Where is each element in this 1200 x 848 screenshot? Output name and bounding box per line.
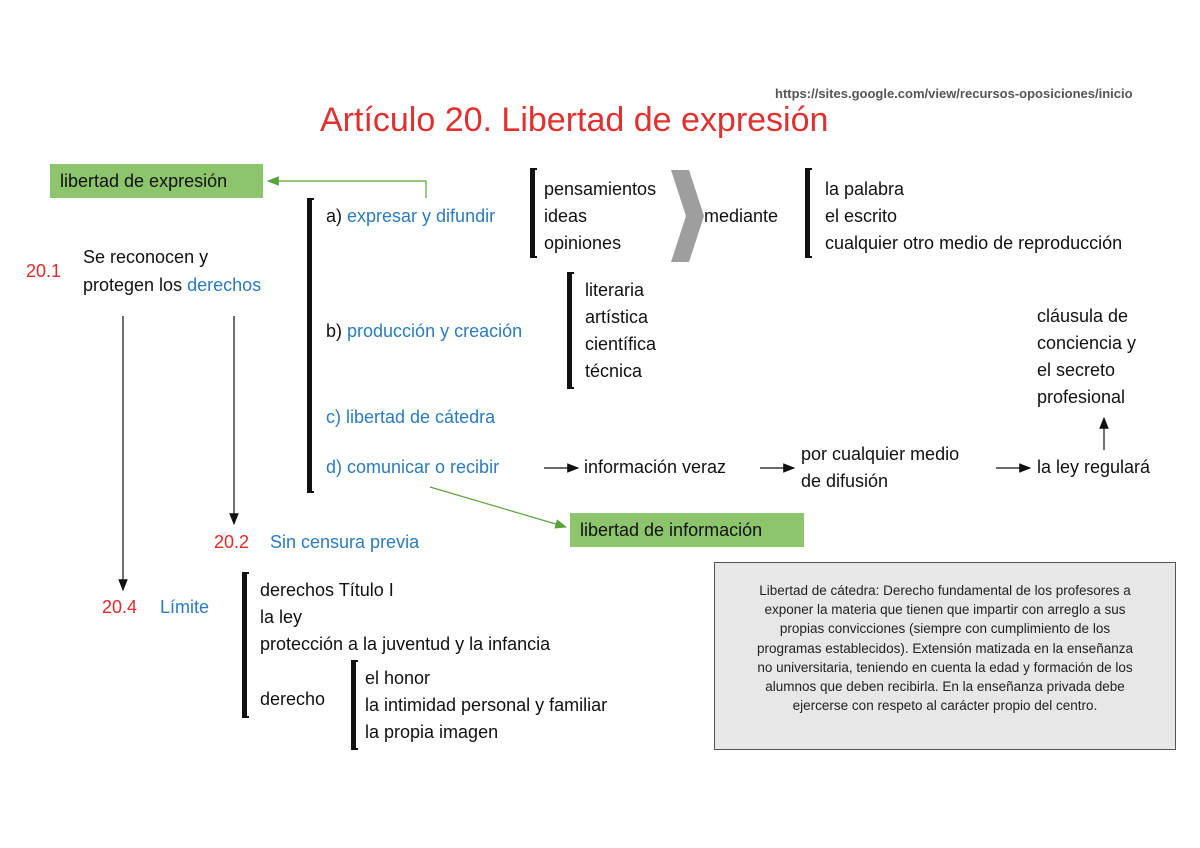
note-line: no universitaria, teniendo en cuenta la edad y formación de los — [757, 659, 1133, 675]
informacion-veraz: información veraz — [584, 457, 727, 477]
arrow-to-libertad-informacion — [430, 487, 566, 527]
section-20-4-number: 20.4 — [102, 597, 138, 617]
item-c: c) libertad de cátedra — [326, 407, 496, 427]
tipo-item: técnica — [585, 361, 643, 381]
limite-item: la ley — [260, 607, 303, 627]
limite-item: derechos Título I — [260, 580, 394, 600]
section-20-1-line1: Se reconocen y — [83, 247, 209, 267]
section-20-1-number: 20.1 — [26, 261, 62, 281]
note-line: propias convicciones (siempre con cumplimiento de los — [779, 621, 1111, 637]
section-20-2-number: 20.2 — [214, 532, 250, 552]
bracket-tipos — [567, 272, 574, 389]
medio-item: la palabra — [825, 179, 905, 199]
note-line: exponer la materia que tienen que impartir con arreglo a sus — [764, 602, 1126, 618]
item-a-prefix: a) — [326, 206, 348, 226]
item-b-label: producción y creación — [347, 321, 523, 341]
section-20-1-text: protegen los — [83, 275, 188, 295]
section-20-4-label: Límite — [160, 597, 210, 617]
clausula-line: el secreto — [1037, 360, 1116, 380]
derecho-label: derecho — [260, 689, 326, 709]
medio-difusion-line1: por cualquier medio — [801, 444, 960, 464]
box-libertad-informacion: libertad de información — [570, 513, 804, 547]
clausula-line: profesional — [1037, 387, 1126, 407]
derecho-item: el honor — [365, 668, 431, 688]
bracket-limites — [242, 572, 249, 718]
note-line: programas establecidos). Extensión matizada en la enseñanza — [757, 640, 1133, 656]
box-libertad-expresion: libertad de expresión — [50, 164, 263, 198]
object-item: ideas — [544, 206, 588, 226]
nota-libertad-catedra — [714, 562, 1176, 750]
derecho-item: la propia imagen — [365, 722, 499, 742]
bracket-derechos — [307, 198, 314, 493]
section-20-1-keyword: derechos — [187, 275, 262, 295]
tipo-item: artística — [585, 307, 649, 327]
item-d: d) comunicar o recibir — [326, 457, 500, 477]
source-url: https://sites.google.com/view/recursos-oposiciones/inicio — [775, 86, 1133, 101]
section-20-1-line2 — [83, 272, 261, 299]
clausula-line: cláusula de — [1037, 306, 1129, 326]
limite-item: protección a la juventud y la infancia — [260, 634, 551, 654]
bracket-derecho — [351, 660, 358, 750]
object-item: opiniones — [544, 233, 622, 253]
item-a — [326, 203, 495, 230]
tipo-item: literaria — [585, 280, 645, 300]
section-20-2-label: Sin censura previa — [270, 532, 420, 552]
ley-regulara: la ley regulará — [1037, 457, 1151, 477]
tipo-item: científica — [585, 334, 657, 354]
medio-item: el escrito — [825, 206, 898, 226]
chevron-right-icon — [671, 170, 704, 262]
medio-difusion-line2: de difusión — [801, 471, 889, 491]
mediante-label: mediante — [704, 206, 779, 226]
note-line: ejercerse con respeto al carácter propio del centro. — [792, 698, 1098, 714]
bracket-medios — [805, 168, 812, 258]
medio-item: cualquier otro medio de reproducción — [825, 233, 1123, 253]
item-b — [326, 318, 522, 345]
note-line: alumnos que deben recibirla. En la enseñanza privada debe — [765, 679, 1125, 695]
clausula-line: conciencia y — [1037, 333, 1137, 353]
page-title: Artículo 20. Libertad de expresión — [320, 101, 829, 139]
item-a-label: expresar y difundir — [347, 206, 496, 226]
item-b-prefix: b) — [326, 321, 348, 341]
arrow-to-libertad-expresion — [268, 181, 426, 198]
bracket-objects — [530, 168, 537, 258]
derecho-item: la intimidad personal y familiar — [365, 695, 608, 715]
object-item: pensamientos — [544, 179, 657, 199]
note-line: Libertad de cátedra: Derecho fundamental de los profesores a — [759, 583, 1131, 598]
